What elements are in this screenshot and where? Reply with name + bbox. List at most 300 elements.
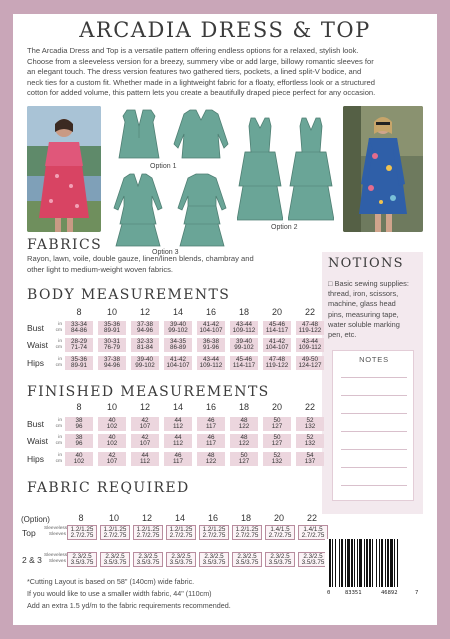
intro-line: an elegant touch. The dress version features two gathered tiers, pockets, a lined split-V bodice, and bbox=[27, 67, 362, 77]
fabric-cell bbox=[232, 525, 262, 540]
cell-cm-value: 127 bbox=[271, 423, 283, 430]
cell-in-value: 52 bbox=[306, 416, 314, 424]
cell-sleeves-value: 3.5/3.75 bbox=[169, 559, 193, 566]
measurement-cell bbox=[65, 417, 93, 431]
notions-line: thread, iron, scissors, bbox=[328, 289, 399, 299]
measurement-cell bbox=[296, 417, 324, 431]
measurement-cell bbox=[296, 338, 324, 352]
size-header: 18 bbox=[238, 307, 249, 317]
cell-sleeveless-value: 1.2/1.25 bbox=[235, 525, 259, 533]
cell-sleeveless-value: 2.3/2.5 bbox=[270, 552, 290, 560]
page-title: ARCADIA DRESS & TOP bbox=[79, 18, 371, 42]
row-label: Waist bbox=[27, 436, 48, 446]
cell-in-value: 45-46 bbox=[235, 355, 253, 363]
cell-in-value: 42 bbox=[141, 416, 149, 424]
fabric-cell bbox=[133, 552, 163, 567]
barcode-bar bbox=[364, 539, 365, 587]
intro-line: The Arcadia Dress and Top is a versatile pattern offering endless options for a relaxed, stylish look. bbox=[27, 46, 359, 55]
row-label: 2 & 3 bbox=[22, 555, 42, 565]
barcode-bar bbox=[366, 539, 368, 587]
barcode-bar bbox=[354, 539, 355, 587]
caption-option-1: Option 1 bbox=[150, 163, 177, 170]
footnote-line: *Cutting Layout is based on 58" (140cm) wide fabric. bbox=[27, 577, 195, 586]
unit-label: in bbox=[58, 322, 62, 327]
cell-cm-value: 122 bbox=[238, 423, 250, 430]
measurement-cell bbox=[164, 417, 192, 431]
garment-dress-sleeveless-illustration bbox=[288, 116, 334, 222]
barcode-bar bbox=[390, 539, 393, 587]
fabric-cell bbox=[100, 525, 130, 540]
cell-cm-value: 107 bbox=[106, 458, 118, 465]
measurement-cell bbox=[197, 321, 225, 335]
notes-line bbox=[341, 395, 407, 396]
unit-label: cm bbox=[55, 459, 62, 464]
size-header: 10 bbox=[106, 402, 117, 412]
measurement-cell bbox=[98, 356, 126, 370]
cell-in-value: 50 bbox=[240, 451, 248, 459]
size-header: 20 bbox=[271, 307, 282, 317]
cell-cm-value: 104-107 bbox=[199, 327, 223, 334]
row-label: Hips bbox=[27, 454, 45, 464]
notions-line: pen, etc. bbox=[328, 330, 357, 340]
measurement-cell bbox=[197, 338, 225, 352]
unit-label: Sleeveless bbox=[44, 526, 68, 531]
cell-cm-value: 132 bbox=[271, 458, 283, 465]
cell-in-value: 37-38 bbox=[103, 355, 121, 363]
cell-sleeveless-value: 2.3/2.5 bbox=[171, 552, 191, 560]
size-header: 8 bbox=[78, 513, 84, 523]
fabric-cell bbox=[298, 525, 328, 540]
notions-line: machine, glass head bbox=[328, 299, 396, 309]
barcode-bar bbox=[351, 539, 353, 587]
cell-in-value: 28-29 bbox=[70, 337, 88, 345]
cell-cm-value: 109-112 bbox=[199, 362, 223, 369]
unit-label: Sleeveless bbox=[44, 553, 68, 558]
barcode-bar bbox=[385, 539, 386, 587]
cell-sleeveless-value: 1.2/1.25 bbox=[169, 525, 193, 533]
cell-cm-value: 109-112 bbox=[298, 344, 322, 351]
finished-measurements-heading: FINISHED MEASUREMENTS bbox=[27, 384, 270, 400]
cell-cm-value: 99-102 bbox=[135, 362, 155, 369]
cell-sleeves-value: 3.5/3.75 bbox=[268, 559, 292, 566]
barcode-digit: 46892 bbox=[381, 590, 398, 596]
cell-sleeves-value: 2.7/2.75 bbox=[235, 532, 259, 539]
garment-dress-sleeves-back-illustration bbox=[174, 172, 230, 248]
cell-in-value: 47-48 bbox=[301, 320, 319, 328]
size-header: 12 bbox=[139, 307, 150, 317]
cell-sleeves-value: 2.7/2.75 bbox=[301, 532, 325, 539]
fabric-cell bbox=[199, 525, 229, 540]
cell-cm-value: 112 bbox=[172, 440, 184, 447]
fabric-cell bbox=[298, 552, 328, 567]
cell-cm-value: 104-107 bbox=[166, 362, 190, 369]
cell-cm-value: 71-74 bbox=[70, 344, 88, 351]
cell-cm-value: 137 bbox=[304, 458, 316, 465]
cell-cm-value: 94-96 bbox=[136, 327, 154, 334]
cell-sleeveless-value: 2.3/2.5 bbox=[303, 552, 323, 560]
measurement-cell bbox=[263, 356, 291, 370]
garment-dress-sleeves-front-illustration bbox=[110, 172, 166, 248]
cell-cm-value: 109-112 bbox=[232, 327, 256, 334]
fabrics-line: Rayon, lawn, voile, double gauze, linen/linen blends, chambray and bbox=[27, 254, 254, 263]
size-header: 20 bbox=[273, 513, 284, 523]
cell-in-value: 32-33 bbox=[136, 337, 154, 345]
notes-line bbox=[341, 485, 407, 486]
notes-line bbox=[341, 431, 407, 432]
bullet-icon: □ bbox=[328, 279, 335, 288]
cell-cm-value: 119-122 bbox=[265, 362, 289, 369]
cell-in-value: 40 bbox=[108, 433, 116, 441]
fabrics-heading: FABRICS bbox=[27, 237, 103, 253]
cell-in-value: 50 bbox=[273, 416, 281, 424]
cell-cm-value: 117 bbox=[172, 458, 184, 465]
cell-cm-value: 99-102 bbox=[234, 344, 254, 351]
size-header: 14 bbox=[172, 402, 183, 412]
row-label: Bust bbox=[27, 323, 45, 333]
cell-in-value: 40 bbox=[108, 416, 116, 424]
barcode-bar bbox=[341, 539, 343, 587]
cell-in-value: 43-44 bbox=[202, 355, 220, 363]
garment-top-sleeves-illustration bbox=[170, 108, 232, 160]
cell-in-value: 42 bbox=[141, 433, 149, 441]
cell-cm-value: 112 bbox=[172, 423, 184, 430]
cell-cm-value: 84-86 bbox=[70, 327, 88, 334]
measurement-cell bbox=[263, 338, 291, 352]
option-label: (Option) bbox=[21, 515, 50, 524]
cell-cm-value: 107 bbox=[139, 423, 151, 430]
cell-in-value: 54 bbox=[306, 451, 314, 459]
cell-sleeves-value: 3.5/3.75 bbox=[301, 559, 325, 566]
cell-cm-value: 107 bbox=[139, 440, 151, 447]
size-header: 16 bbox=[205, 307, 216, 317]
cell-cm-value: 102 bbox=[106, 423, 118, 430]
measurement-cell bbox=[65, 356, 93, 370]
barcode-bar bbox=[347, 539, 350, 587]
model-photo-left bbox=[27, 106, 101, 232]
size-header: 12 bbox=[141, 513, 152, 523]
measurement-cell bbox=[65, 338, 93, 352]
cell-sleeveless-value: 1.2/1.25 bbox=[103, 525, 127, 533]
cell-in-value: 43-44 bbox=[235, 320, 253, 328]
cell-in-value: 39-40 bbox=[235, 337, 253, 345]
measurement-cell bbox=[230, 338, 258, 352]
cell-sleeveless-value: 1.4/1.5 bbox=[303, 525, 323, 533]
measurement-cell bbox=[164, 338, 192, 352]
measurement-cell bbox=[197, 417, 225, 431]
cell-cm-value: 114-117 bbox=[265, 327, 289, 334]
fabric-cell bbox=[166, 525, 196, 540]
size-header: 14 bbox=[174, 513, 185, 523]
caption-option-3: Option 3 bbox=[152, 249, 179, 256]
measurement-cell bbox=[230, 417, 258, 431]
size-header: 18 bbox=[238, 402, 249, 412]
measurement-cell bbox=[263, 452, 291, 466]
cell-in-value: 37-38 bbox=[136, 320, 154, 328]
measurement-cell bbox=[197, 356, 225, 370]
cell-in-value: 47-48 bbox=[268, 355, 286, 363]
cell-sleeveless-value: 2.3/2.5 bbox=[105, 552, 125, 560]
cell-cm-value: 96 bbox=[75, 440, 83, 447]
measurement-cell bbox=[296, 321, 324, 335]
measurement-cell bbox=[164, 434, 192, 448]
cell-cm-value: 102 bbox=[73, 458, 85, 465]
unit-label: in bbox=[58, 453, 62, 458]
unit-label: cm bbox=[55, 363, 62, 368]
cell-cm-value: 81-84 bbox=[136, 344, 154, 351]
size-header: 22 bbox=[304, 402, 315, 412]
fabric-cell bbox=[67, 552, 97, 567]
unit-label: Sleeves bbox=[48, 559, 66, 564]
cell-sleeves-value: 3.5/3.75 bbox=[103, 559, 127, 566]
barcode-bar bbox=[379, 539, 380, 587]
body-measurements-heading: BODY MEASUREMENTS bbox=[27, 287, 231, 303]
cell-cm-value: 119-122 bbox=[298, 327, 322, 334]
cell-in-value: 34-35 bbox=[169, 337, 187, 345]
cell-sleeveless-value: 1.2/1.25 bbox=[202, 525, 226, 533]
cell-in-value: 46 bbox=[207, 416, 215, 424]
barcode-bar bbox=[372, 539, 373, 587]
measurement-cell bbox=[98, 417, 126, 431]
measurement-cell bbox=[197, 434, 225, 448]
measurement-cell bbox=[65, 434, 93, 448]
cell-cm-value: 96 bbox=[75, 423, 83, 430]
barcode-bar bbox=[339, 539, 340, 587]
measurement-cell bbox=[131, 338, 159, 352]
garment-top-sleeveless-illustration bbox=[113, 108, 165, 160]
measurement-cell bbox=[296, 356, 324, 370]
barcode-bar bbox=[397, 539, 398, 587]
measurement-cell bbox=[131, 452, 159, 466]
measurement-cell bbox=[131, 417, 159, 431]
measurement-cell bbox=[230, 452, 258, 466]
cell-cm-value: 112 bbox=[139, 458, 151, 465]
cell-cm-value: 122 bbox=[205, 458, 217, 465]
cell-cm-value: 104-107 bbox=[265, 344, 289, 351]
size-header: 14 bbox=[172, 307, 183, 317]
size-header: 22 bbox=[304, 307, 315, 317]
cell-sleeveless-value: 2.3/2.5 bbox=[138, 552, 158, 560]
cell-in-value: 48 bbox=[240, 416, 248, 424]
fabrics-line: other light to medium-weight woven fabrics. bbox=[27, 264, 174, 274]
measurement-cell bbox=[98, 452, 126, 466]
measurement-cell bbox=[98, 321, 126, 335]
unit-label: cm bbox=[55, 345, 62, 350]
cell-cm-value: 76-79 bbox=[103, 344, 121, 351]
cell-cm-value: 86-89 bbox=[169, 344, 187, 351]
cell-in-value: 48 bbox=[240, 433, 248, 441]
cell-cm-value: 89-91 bbox=[70, 362, 88, 369]
caption-option-2: Option 2 bbox=[271, 224, 298, 231]
notions-text bbox=[328, 279, 420, 340]
size-header: 16 bbox=[207, 513, 218, 523]
fabric-required-heading: FABRIC REQUIRED bbox=[27, 480, 190, 496]
cell-in-value: 41-42 bbox=[202, 320, 220, 328]
size-header: 22 bbox=[306, 513, 317, 523]
barcode-bar bbox=[359, 539, 362, 587]
size-header: 8 bbox=[76, 307, 82, 317]
footnote-line: Add an extra 1.5 yd/m to the fabric requirements recommended. bbox=[27, 601, 231, 610]
barcode-bar bbox=[369, 539, 371, 587]
measurement-cell bbox=[98, 338, 126, 352]
cell-sleeves-value: 2.7/2.75 bbox=[103, 532, 127, 539]
cell-cm-value: 124-127 bbox=[298, 362, 322, 369]
measurement-cell bbox=[263, 417, 291, 431]
barcode-digit: 0 bbox=[327, 590, 331, 596]
fabric-cell bbox=[232, 552, 262, 567]
row-label: Bust bbox=[27, 419, 45, 429]
cell-cm-value: 99-102 bbox=[168, 327, 188, 334]
measurement-cell bbox=[230, 321, 258, 335]
cell-in-value: 36-38 bbox=[202, 337, 220, 345]
cell-in-value: 35-36 bbox=[103, 320, 121, 328]
cell-in-value: 33-34 bbox=[70, 320, 88, 328]
measurement-cell bbox=[65, 452, 93, 466]
notes-line bbox=[341, 413, 407, 414]
cell-in-value: 43-44 bbox=[301, 337, 319, 345]
cell-in-value: 42 bbox=[108, 451, 116, 459]
fabric-cell bbox=[100, 552, 130, 567]
cell-in-value: 48 bbox=[207, 451, 215, 459]
cell-cm-value: 117 bbox=[205, 423, 217, 430]
cell-in-value: 49-50 bbox=[301, 355, 319, 363]
size-header: 18 bbox=[240, 513, 251, 523]
cell-cm-value: 89-91 bbox=[103, 327, 121, 334]
cell-cm-value: 117 bbox=[205, 440, 217, 447]
fabric-cell bbox=[265, 552, 295, 567]
cell-cm-value: 102 bbox=[106, 440, 118, 447]
row-label: Top bbox=[22, 528, 36, 538]
barcode-bar bbox=[335, 539, 336, 587]
barcode-bar bbox=[387, 539, 389, 587]
intro-line: cotton for added volume, this pattern lets you create a beautifully draped piece perfect for any occasion. bbox=[27, 88, 376, 98]
notions-line: □ Basic sewing supplies: bbox=[328, 279, 409, 288]
measurement-cell bbox=[131, 356, 159, 370]
model-photo-right bbox=[343, 106, 423, 232]
barcode-digit: 83351 bbox=[345, 590, 362, 596]
measurement-cell bbox=[296, 434, 324, 448]
unit-label: in bbox=[58, 339, 62, 344]
cell-sleeves-value: 2.7/2.75 bbox=[136, 532, 160, 539]
measurement-cell bbox=[65, 321, 93, 335]
barcode bbox=[325, 539, 423, 599]
cell-in-value: 44 bbox=[174, 433, 182, 441]
cell-sleeveless-value: 1.2/1.25 bbox=[136, 525, 160, 533]
cell-in-value: 46 bbox=[207, 433, 215, 441]
measurement-cell bbox=[98, 434, 126, 448]
unit-label: Sleeves bbox=[48, 532, 66, 537]
cell-sleeves-value: 3.5/3.75 bbox=[202, 559, 226, 566]
cell-in-value: 35-36 bbox=[70, 355, 88, 363]
cell-cm-value: 127 bbox=[238, 458, 250, 465]
cell-sleeves-value: 2.7/2.75 bbox=[70, 532, 94, 539]
notions-line: water soluble marking bbox=[328, 319, 400, 329]
fabric-cell bbox=[265, 525, 295, 540]
barcode-bar bbox=[394, 539, 395, 587]
cell-in-value: 52 bbox=[306, 433, 314, 441]
measurement-cell bbox=[164, 452, 192, 466]
cell-sleeves-value: 2.7/2.75 bbox=[268, 532, 292, 539]
fabrics-text bbox=[27, 254, 317, 275]
measurement-cell bbox=[197, 452, 225, 466]
unit-label: in bbox=[58, 418, 62, 423]
fabric-cell bbox=[199, 552, 229, 567]
notions-heading: NOTIONS bbox=[328, 256, 404, 271]
row-label: Waist bbox=[27, 340, 48, 350]
intro-line: neck ties for a custom fit. Whether made in a lightweight fabric for a floaty, effortless look or a structured bbox=[27, 77, 375, 87]
size-header: 16 bbox=[205, 402, 216, 412]
size-header: 12 bbox=[139, 402, 150, 412]
measurement-cell bbox=[263, 321, 291, 335]
cell-sleeveless-value: 1.2/1.25 bbox=[70, 525, 94, 533]
cell-in-value: 39-40 bbox=[136, 355, 154, 363]
unit-label: in bbox=[58, 435, 62, 440]
cell-in-value: 50 bbox=[273, 433, 281, 441]
barcode-bar bbox=[381, 539, 383, 587]
notes-box[interactable] bbox=[332, 350, 414, 501]
cell-cm-value: 114-117 bbox=[232, 362, 256, 369]
notes-line bbox=[341, 467, 407, 468]
barcode-bar bbox=[357, 539, 358, 587]
cell-sleeveless-value: 1.4/1.5 bbox=[270, 525, 290, 533]
fabric-cell bbox=[133, 525, 163, 540]
measurement-cell bbox=[164, 321, 192, 335]
barcode-digit: 7 bbox=[415, 590, 419, 596]
fabric-cell bbox=[67, 525, 97, 540]
barcode-bar bbox=[332, 539, 333, 587]
cell-in-value: 46 bbox=[174, 451, 182, 459]
notes-line bbox=[341, 449, 407, 450]
cell-cm-value: 132 bbox=[304, 423, 316, 430]
cell-sleeveless-value: 2.3/2.5 bbox=[237, 552, 257, 560]
garment-dress-back-illustration bbox=[237, 116, 283, 222]
cell-cm-value: 91-96 bbox=[202, 344, 220, 351]
notes-label: NOTES bbox=[359, 355, 389, 364]
measurement-cell bbox=[230, 356, 258, 370]
cell-in-value: 38 bbox=[75, 416, 83, 424]
cell-in-value: 52 bbox=[273, 451, 281, 459]
unit-label: cm bbox=[55, 441, 62, 446]
notions-line: pins, measuring tape, bbox=[328, 309, 399, 319]
cell-cm-value: 132 bbox=[304, 440, 316, 447]
cell-sleeves-value: 3.5/3.75 bbox=[70, 559, 94, 566]
measurement-cell bbox=[230, 434, 258, 448]
row-label: Hips bbox=[27, 358, 45, 368]
cell-in-value: 41-42 bbox=[169, 355, 187, 363]
cell-sleeves-value: 3.5/3.75 bbox=[235, 559, 259, 566]
cell-in-value: 44 bbox=[141, 451, 149, 459]
cell-in-value: 41-42 bbox=[268, 337, 286, 345]
size-header: 20 bbox=[271, 402, 282, 412]
cell-sleeves-value: 3.5/3.75 bbox=[136, 559, 160, 566]
notes-line bbox=[341, 377, 407, 378]
size-header: 8 bbox=[76, 402, 82, 412]
cell-sleeveless-value: 2.3/2.5 bbox=[72, 552, 92, 560]
cell-in-value: 44 bbox=[174, 416, 182, 424]
cell-cm-value: 127 bbox=[271, 440, 283, 447]
cell-sleeves-value: 2.7/2.75 bbox=[202, 532, 226, 539]
cell-sleeveless-value: 2.3/2.5 bbox=[204, 552, 224, 560]
unit-label: in bbox=[58, 357, 62, 362]
barcode-bar bbox=[345, 539, 346, 587]
intro-line: Choose from a sleeveless version for a breezy, summery vibe or add large, billowy romantic sleeves for bbox=[27, 56, 374, 66]
measurement-cell bbox=[164, 356, 192, 370]
footnote-line: If you would like to use a smaller width fabric, 44" (110cm) bbox=[27, 589, 212, 598]
cell-in-value: 30-31 bbox=[103, 337, 121, 345]
cell-sleeves-value: 2.7/2.75 bbox=[169, 532, 193, 539]
fabric-cell bbox=[166, 552, 196, 567]
size-header: 10 bbox=[108, 513, 119, 523]
intro-text bbox=[27, 46, 425, 99]
